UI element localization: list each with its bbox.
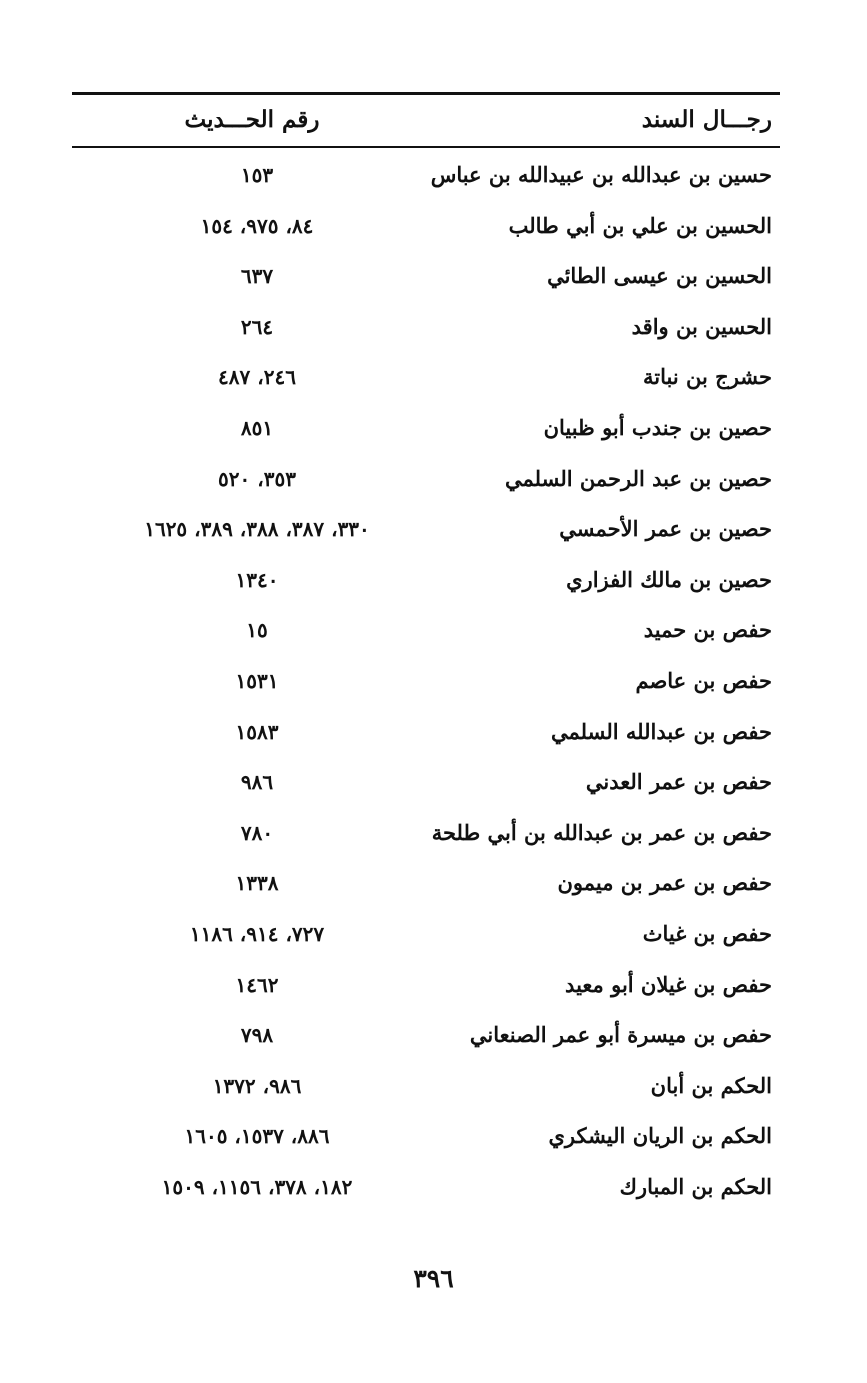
hadith-numbers: ٩٨٦، ١٣٧٢ xyxy=(212,1073,302,1098)
table-row xyxy=(72,403,780,454)
table-row xyxy=(72,1010,780,1061)
table-header xyxy=(72,100,780,140)
table-row xyxy=(72,909,780,960)
narrator-name: الحكم بن المبارك xyxy=(619,1173,772,1199)
table-row xyxy=(72,201,780,252)
table-row xyxy=(72,251,780,302)
hadith-numbers: ١٨٢، ٣٧٨، ١١٥٦، ١٥٠٩ xyxy=(161,1174,353,1199)
table-row xyxy=(72,656,780,707)
narrator-name: حفص بن عمر بن ميمون xyxy=(557,870,772,896)
hadith-numbers: ٨٥١ xyxy=(240,415,274,440)
table-row xyxy=(72,808,780,859)
narrator-name: حفص بن عمر العدني xyxy=(585,769,772,795)
hadith-numbers: ٧٩٨ xyxy=(240,1023,274,1048)
narrator-name: الحسين بن عيسى الطائي xyxy=(547,263,772,289)
hadith-numbers: ٣٥٣، ٥٢٠ xyxy=(218,466,296,491)
table-row xyxy=(72,605,780,656)
hadith-numbers: ١٥٣ xyxy=(240,163,274,187)
table-row xyxy=(72,454,780,505)
names-column-header: رجـــال السند xyxy=(641,106,772,133)
hadith-numbers: ١٣٤٠ xyxy=(235,567,279,592)
narrator-name: حفص بن عمر بن عبدالله بن أبي طلحة xyxy=(431,819,772,845)
table-row xyxy=(72,555,780,606)
narrator-name: حفص بن غيلان أبو معيد xyxy=(565,971,772,997)
table-row xyxy=(72,504,780,555)
hadith-numbers: ٧٨٠ xyxy=(240,820,274,845)
hadith-numbers: ١٥٨٣ xyxy=(235,719,279,744)
hadith-numbers: ٧٢٧، ٩١٤، ١١٨٦ xyxy=(189,921,325,946)
narrator-name: الحكم بن أبان xyxy=(650,1072,772,1098)
table-row xyxy=(72,1061,780,1112)
table-row xyxy=(72,757,780,808)
hadith-numbers: ١٥٣١ xyxy=(235,668,279,693)
hadith-numbers: ٩٨٦ xyxy=(240,770,274,795)
top-rule xyxy=(72,92,780,95)
hadith-numbers: ٣٣٠، ٣٨٧، ٣٨٨، ٣٨٩، ١٦٢٥ xyxy=(144,517,370,542)
narrator-name: حصين بن جندب أبو ظبيان xyxy=(543,414,772,440)
narrator-name: الحسين بن علي بن أبي طالب xyxy=(508,212,772,238)
narrator-name: حفص بن عاصم xyxy=(635,667,772,693)
hadith-numbers: ١٥ xyxy=(246,618,268,643)
table-row xyxy=(72,960,780,1011)
hadith-numbers: ٨٨٦، ١٥٣٧، ١٦٠٥ xyxy=(184,1124,330,1149)
hadith-numbers: ١٤٦٢ xyxy=(235,972,279,997)
narrator-name: الحكم بن الريان اليشكري xyxy=(548,1123,772,1149)
narrator-name: حصين بن عبد الرحمن السلمي xyxy=(505,465,772,491)
narrator-name: حفص بن حميد xyxy=(643,617,772,643)
hadith-numbers: ٢٤٦، ٤٨٧ xyxy=(218,365,296,390)
narrator-name: حشرج بن نباتة xyxy=(643,364,772,390)
narrator-name: الحسين بن واقد xyxy=(631,313,772,339)
header-rule xyxy=(72,146,780,148)
narrator-name: حسين بن عبدالله بن عبيدالله بن عباس xyxy=(430,162,772,187)
table-row xyxy=(72,352,780,403)
table-row xyxy=(72,150,780,201)
narrator-name: حصين بن مالك الفزاري xyxy=(566,566,772,592)
hadith-numbers: ٨٤، ٩٧٥، ١٥٤ xyxy=(200,213,314,238)
table-row xyxy=(72,302,780,353)
page-number: ٣٩٦ xyxy=(413,1264,454,1293)
numbers-column-header: رقم الحـــديث xyxy=(184,106,320,133)
narrator-name: حصين بن عمر الأحمسي xyxy=(559,516,772,542)
hadith-numbers: ١٣٣٨ xyxy=(235,871,279,896)
table-row xyxy=(72,707,780,758)
narrator-name: حفص بن عبدالله السلمي xyxy=(551,718,772,744)
narrator-name: حفص بن غياث xyxy=(642,920,772,946)
narrators-table xyxy=(72,150,780,1212)
narrator-name: حفص بن ميسرة أبو عمر الصنعاني xyxy=(469,1022,772,1048)
table-row xyxy=(72,858,780,909)
hadith-numbers: ٢٦٤ xyxy=(240,314,274,339)
table-row xyxy=(72,1111,780,1162)
table-row xyxy=(72,1162,780,1213)
hadith-numbers: ٦٣٧ xyxy=(240,264,274,289)
